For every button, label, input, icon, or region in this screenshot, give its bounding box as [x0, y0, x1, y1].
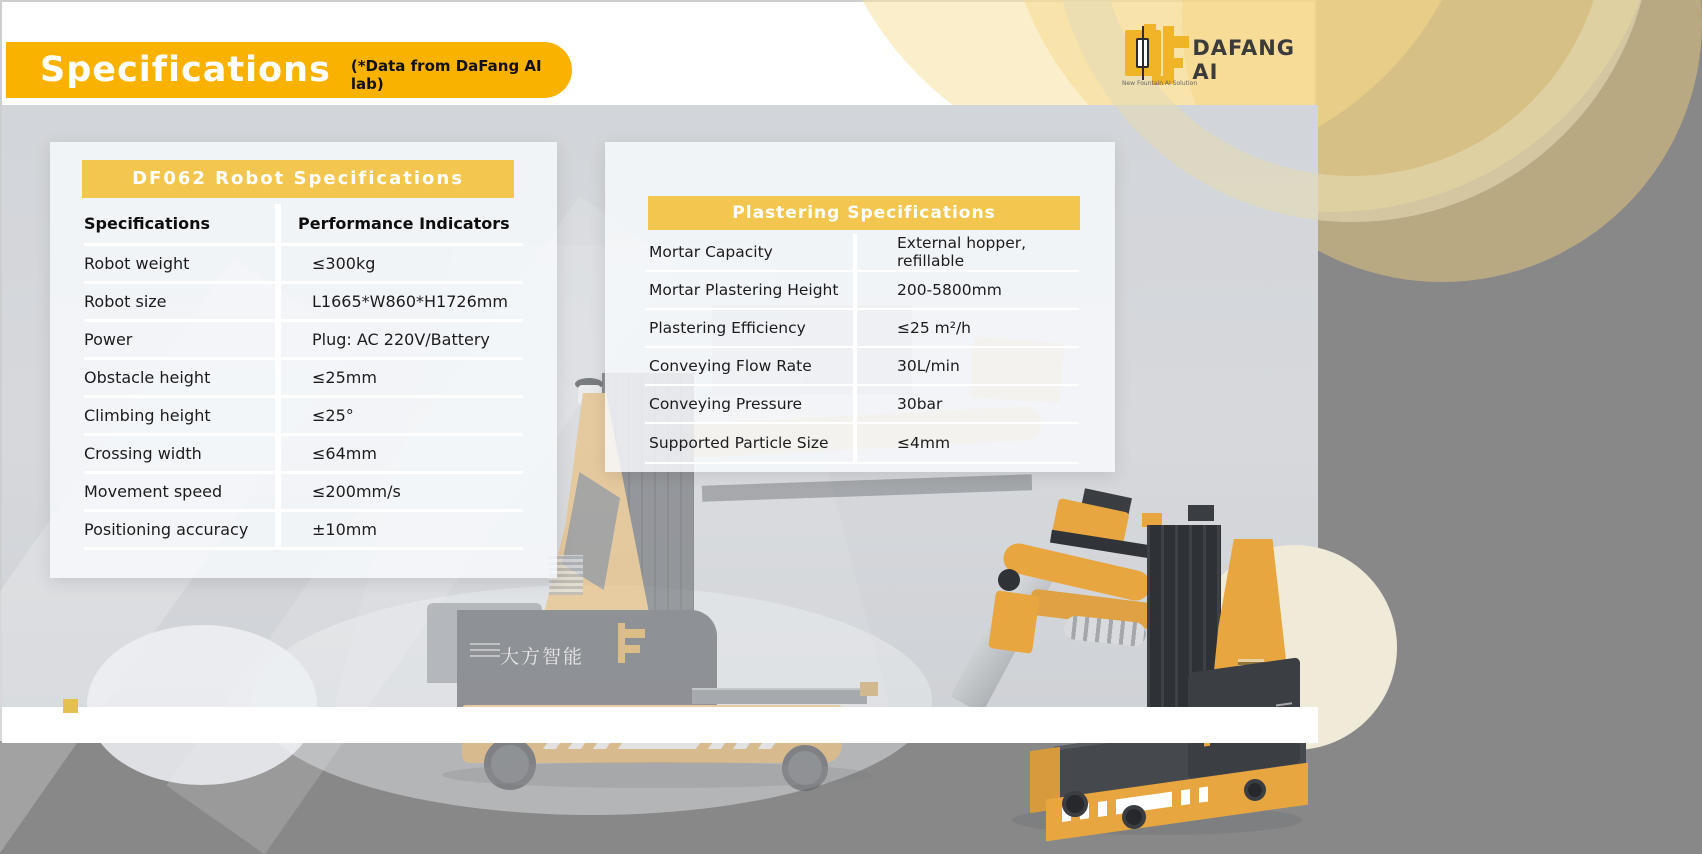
logo-tagline: New Fountain AI Solution — [1122, 80, 1198, 87]
spec-value: ≤300kg — [312, 254, 376, 273]
bottom-strip — [2, 707, 1318, 743]
df-logo-icon — [618, 623, 625, 663]
decor-chip — [63, 699, 78, 713]
spec-value: ≤200mm/s — [312, 482, 401, 501]
df-logo-icon — [625, 645, 640, 653]
brand-name: DAFANG AI — [1192, 36, 1296, 84]
page-subtitle: (*Data from DaFang AI lab) — [350, 57, 542, 93]
robot-spec-card — [50, 142, 557, 578]
table-row — [645, 348, 1079, 386]
robot-bumper — [860, 682, 878, 696]
table-row — [645, 234, 1079, 272]
table-row — [84, 436, 523, 474]
table-row — [84, 246, 523, 284]
robot-deck — [692, 688, 867, 704]
spec-value: ≤4mm — [897, 434, 951, 452]
spec-label: Supported Particle Size — [649, 434, 829, 452]
spec-label: Conveying Pressure — [649, 395, 803, 413]
table-row — [84, 398, 523, 436]
spec-label: Robot size — [84, 292, 167, 311]
robot-part — [1188, 505, 1214, 521]
spec-label: Mortar Plastering Height — [649, 281, 839, 299]
spec-value: 30bar — [897, 395, 943, 413]
vent-line — [1276, 702, 1292, 706]
robot-wheel — [1122, 805, 1146, 829]
robot-arm-box — [988, 590, 1040, 654]
df-logo-icon — [625, 629, 645, 638]
table-row — [84, 322, 523, 360]
table-header-row — [84, 204, 523, 246]
spec-label: Power — [84, 330, 133, 349]
spec-value: L1665*W860*H1726mm — [312, 292, 508, 311]
column-divider — [275, 204, 281, 550]
table-row — [645, 272, 1079, 310]
table-row — [84, 284, 523, 322]
vent-line — [470, 655, 500, 657]
spec-label: Positioning accuracy — [84, 520, 249, 539]
robot-wheel — [1062, 791, 1088, 817]
spec-label: Movement speed — [84, 482, 223, 501]
table-row — [645, 310, 1079, 348]
spec-label: Crossing width — [84, 444, 202, 463]
page-title: Specifications — [40, 50, 331, 90]
robot-spec-table — [84, 204, 523, 550]
table-row — [84, 360, 523, 398]
spec-value: ≤25° — [312, 406, 354, 425]
spec-value: ±10mm — [312, 520, 377, 539]
spec-label: Mortar Capacity — [649, 243, 773, 261]
title-banner — [6, 42, 572, 98]
spec-label: Conveying Flow Rate — [649, 357, 812, 375]
robot-shadow — [442, 762, 872, 788]
df-logo-icon — [1122, 24, 1198, 90]
robot-joint — [998, 569, 1020, 591]
robot-spec-card-title: DF062 Robot Specifications — [82, 160, 514, 198]
column-divider — [853, 234, 857, 462]
plastering-spec-card-title: Plastering Specifications — [648, 196, 1080, 230]
column-header: Specifications — [84, 214, 210, 233]
content-area — [2, 105, 1318, 707]
spec-value: External hopper, refillable — [897, 234, 1027, 270]
table-row — [84, 474, 523, 512]
spec-value: ≤25mm — [312, 368, 377, 387]
spec-label: Plastering Efficiency — [649, 319, 806, 337]
robot-body — [457, 610, 717, 710]
column-header: Performance Indicators — [298, 214, 510, 233]
vent-line — [470, 643, 500, 645]
spec-value: ≤64mm — [312, 444, 377, 463]
robot-watermark: 大方智能 — [500, 646, 585, 668]
spec-value: 200-5800mm — [897, 281, 1002, 299]
spec-label: Robot weight — [84, 254, 190, 273]
spec-value: 30L/min — [897, 357, 960, 375]
spec-label: Climbing height — [84, 406, 211, 425]
robot-wheel — [1244, 779, 1266, 801]
vent-line — [470, 649, 500, 651]
spec-label: Obstacle height — [84, 368, 211, 387]
plastering-robot-image — [992, 397, 1318, 807]
dafang-logo — [1122, 24, 1314, 90]
spec-value: ≤25 m²/h — [897, 319, 971, 337]
table-row — [84, 512, 523, 550]
spec-value: Plug: AC 220V/Battery — [312, 330, 490, 349]
